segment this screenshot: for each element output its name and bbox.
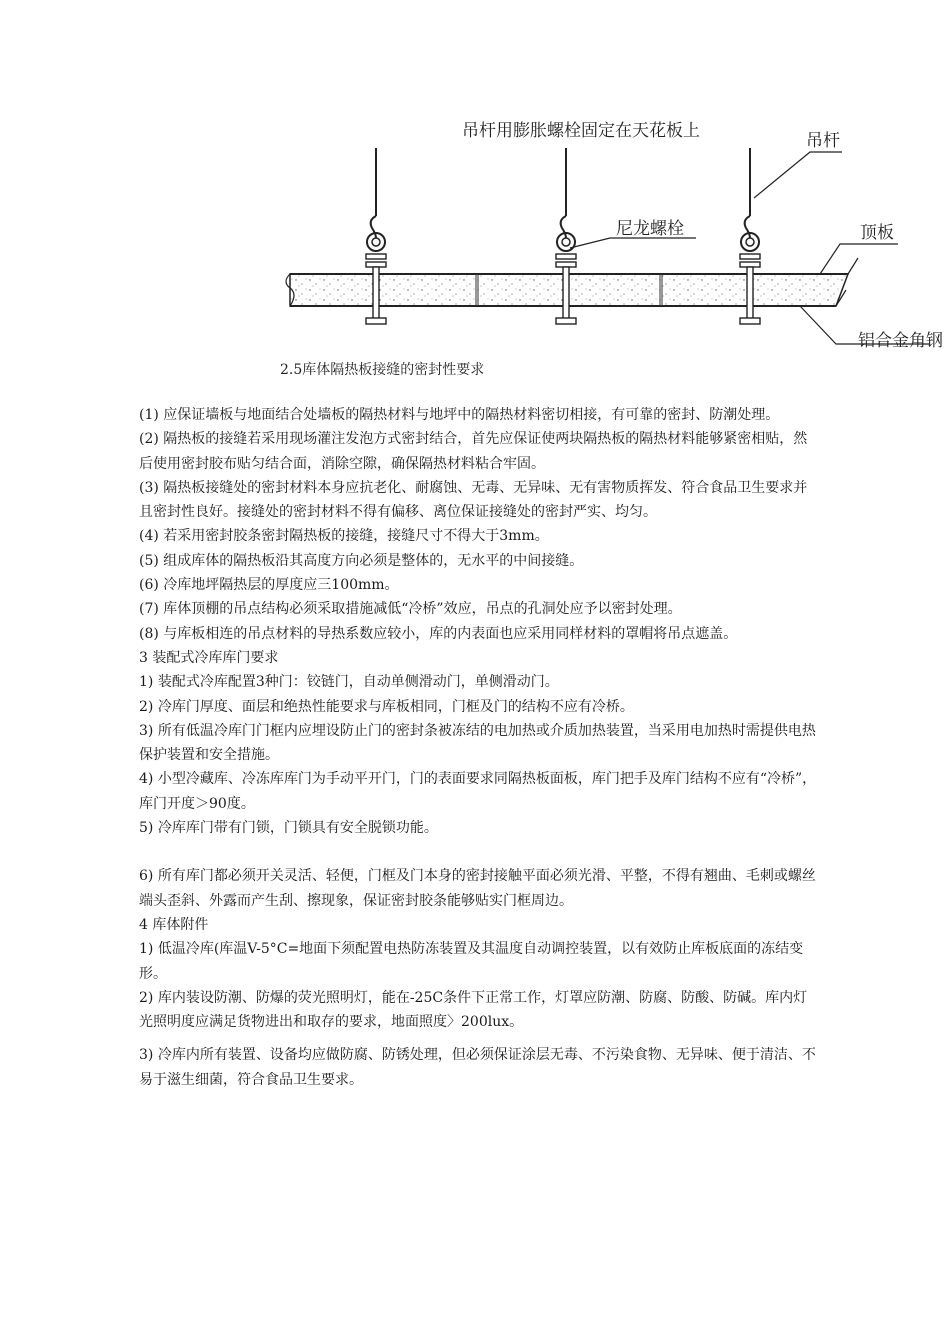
figure-caption: 2.5库体隔热板接缝的密封性要求: [280, 362, 485, 378]
paragraph: 5) 冷库库门带有门锁，门锁具有安全脱锁功能。: [139, 820, 438, 837]
paragraph: (2) 隔热板的接缝若采用现场灌注发泡方式密封结合，首先应保证使两块隔热板的隔热材料能够紧密相贴，然后使用密封胶布贴匀结合面，消除空隙，确保隔热材料粘合牢固。: [139, 431, 808, 472]
paragraph: 2) 库内装设防潮、防爆的荧光照明灯，能在-25C条件下正常工作，灯罩应防潮、防腐、防酸、防碱。库内灯光照明度应满足货物进出和取存的要求，地面照度〉200lux。: [139, 989, 808, 1031]
ceiling-hanger-drawing: [280, 108, 950, 366]
paragraph: (7) 库体顶棚的吊点结构必须采取措施减低“冷桥”效应，吊点的孔洞处应予以密封处理。: [139, 601, 682, 618]
label-rod: 吊杆: [806, 131, 840, 151]
paragraph: (4) 若采用密封胶条密封隔热板的接缝，接缝尺寸不得大于3mm。: [139, 528, 549, 545]
paragraph: 3) 所有低温冷库门门框内应埋设防止门的密封条被冻结的电加热或介质加热装置，当采用电加热时需提供电热保护装置和安全措施。: [139, 722, 816, 764]
paragraph: (3) 隔热板接缝处的密封材料本身应抗老化、耐腐蚀、无毒、无异味、无有害物质挥发、符合食品卫生要求并且密封性良好。接缝处的密封材料不得有偏移、离位保证接缝处的密封严实、均匀。: [139, 479, 808, 521]
paragraph: 4) 小型冷藏库、冷冻库库门为手动平开门，门的表面要求同隔热板面板，库门把手及库门结构不应有“冷桥”，库门开度＞90度。: [139, 771, 817, 812]
ceiling-hanger-diagram: [280, 108, 950, 366]
paragraph: 3) 冷库内所有装置、设备均应做防腐、防锈处理，但必须保证涂层无毒、不污染食物、无异味、便于清洁、不易于滋生细菌，符合食品卫生要求。: [139, 1047, 816, 1088]
paragraph: (6) 冷库地坪隔热层的厚度应三100mm。: [139, 577, 399, 594]
paragraph: 2) 冷库门厚度、面层和绝热性能要求与库板相同，门框及门的结构不应有冷桥。: [139, 698, 634, 715]
paragraph: (8) 与库板相连的吊点材料的导热系数应较小，库的内表面也应采用同样材料的罩帽将吊点遮盖。: [139, 625, 738, 642]
section-heading: 3 装配式冷库库门要求: [139, 649, 279, 666]
label-bolt: 尼龙螺栓: [616, 219, 684, 239]
label-top: 吊杆用膨胀螺栓固定在天花板上: [462, 121, 700, 141]
label-angle: 铝合金角钢: [858, 331, 943, 351]
paragraph: 6) 所有库门都必须开关灵活、轻便，门框及门本身的密封接触平面必须光滑、平整，不得有翘曲、毛刺或螺丝端头歪斜、外露而产生刮、擦现象，保证密封胶条能够贴实门框周边。: [139, 868, 816, 909]
paragraph: 1) 装配式冷库配置3种门：铰链门，自动单侧滑动门，单侧滑动门。: [139, 674, 559, 691]
label-panel: 顶板: [860, 223, 894, 243]
section-heading: 4 库体附件: [139, 916, 209, 933]
paragraph: (5) 组成库体的隔热板沿其高度方向必须是整体的，无水平的中间接缝。: [139, 552, 584, 569]
paragraph: 1) 低温冷库(库温V-5°C=地面下须配置电热防冻装置及其温度自动调控装置，以有效防止库板底面的冻结变形。: [139, 941, 804, 982]
paragraph: (1) 应保证墙板与地面结合处墙板的隔热材料与地坪中的隔热材料密切相接，有可靠的密封、防潮处理。: [139, 407, 780, 423]
document-body: [139, 403, 819, 1092]
